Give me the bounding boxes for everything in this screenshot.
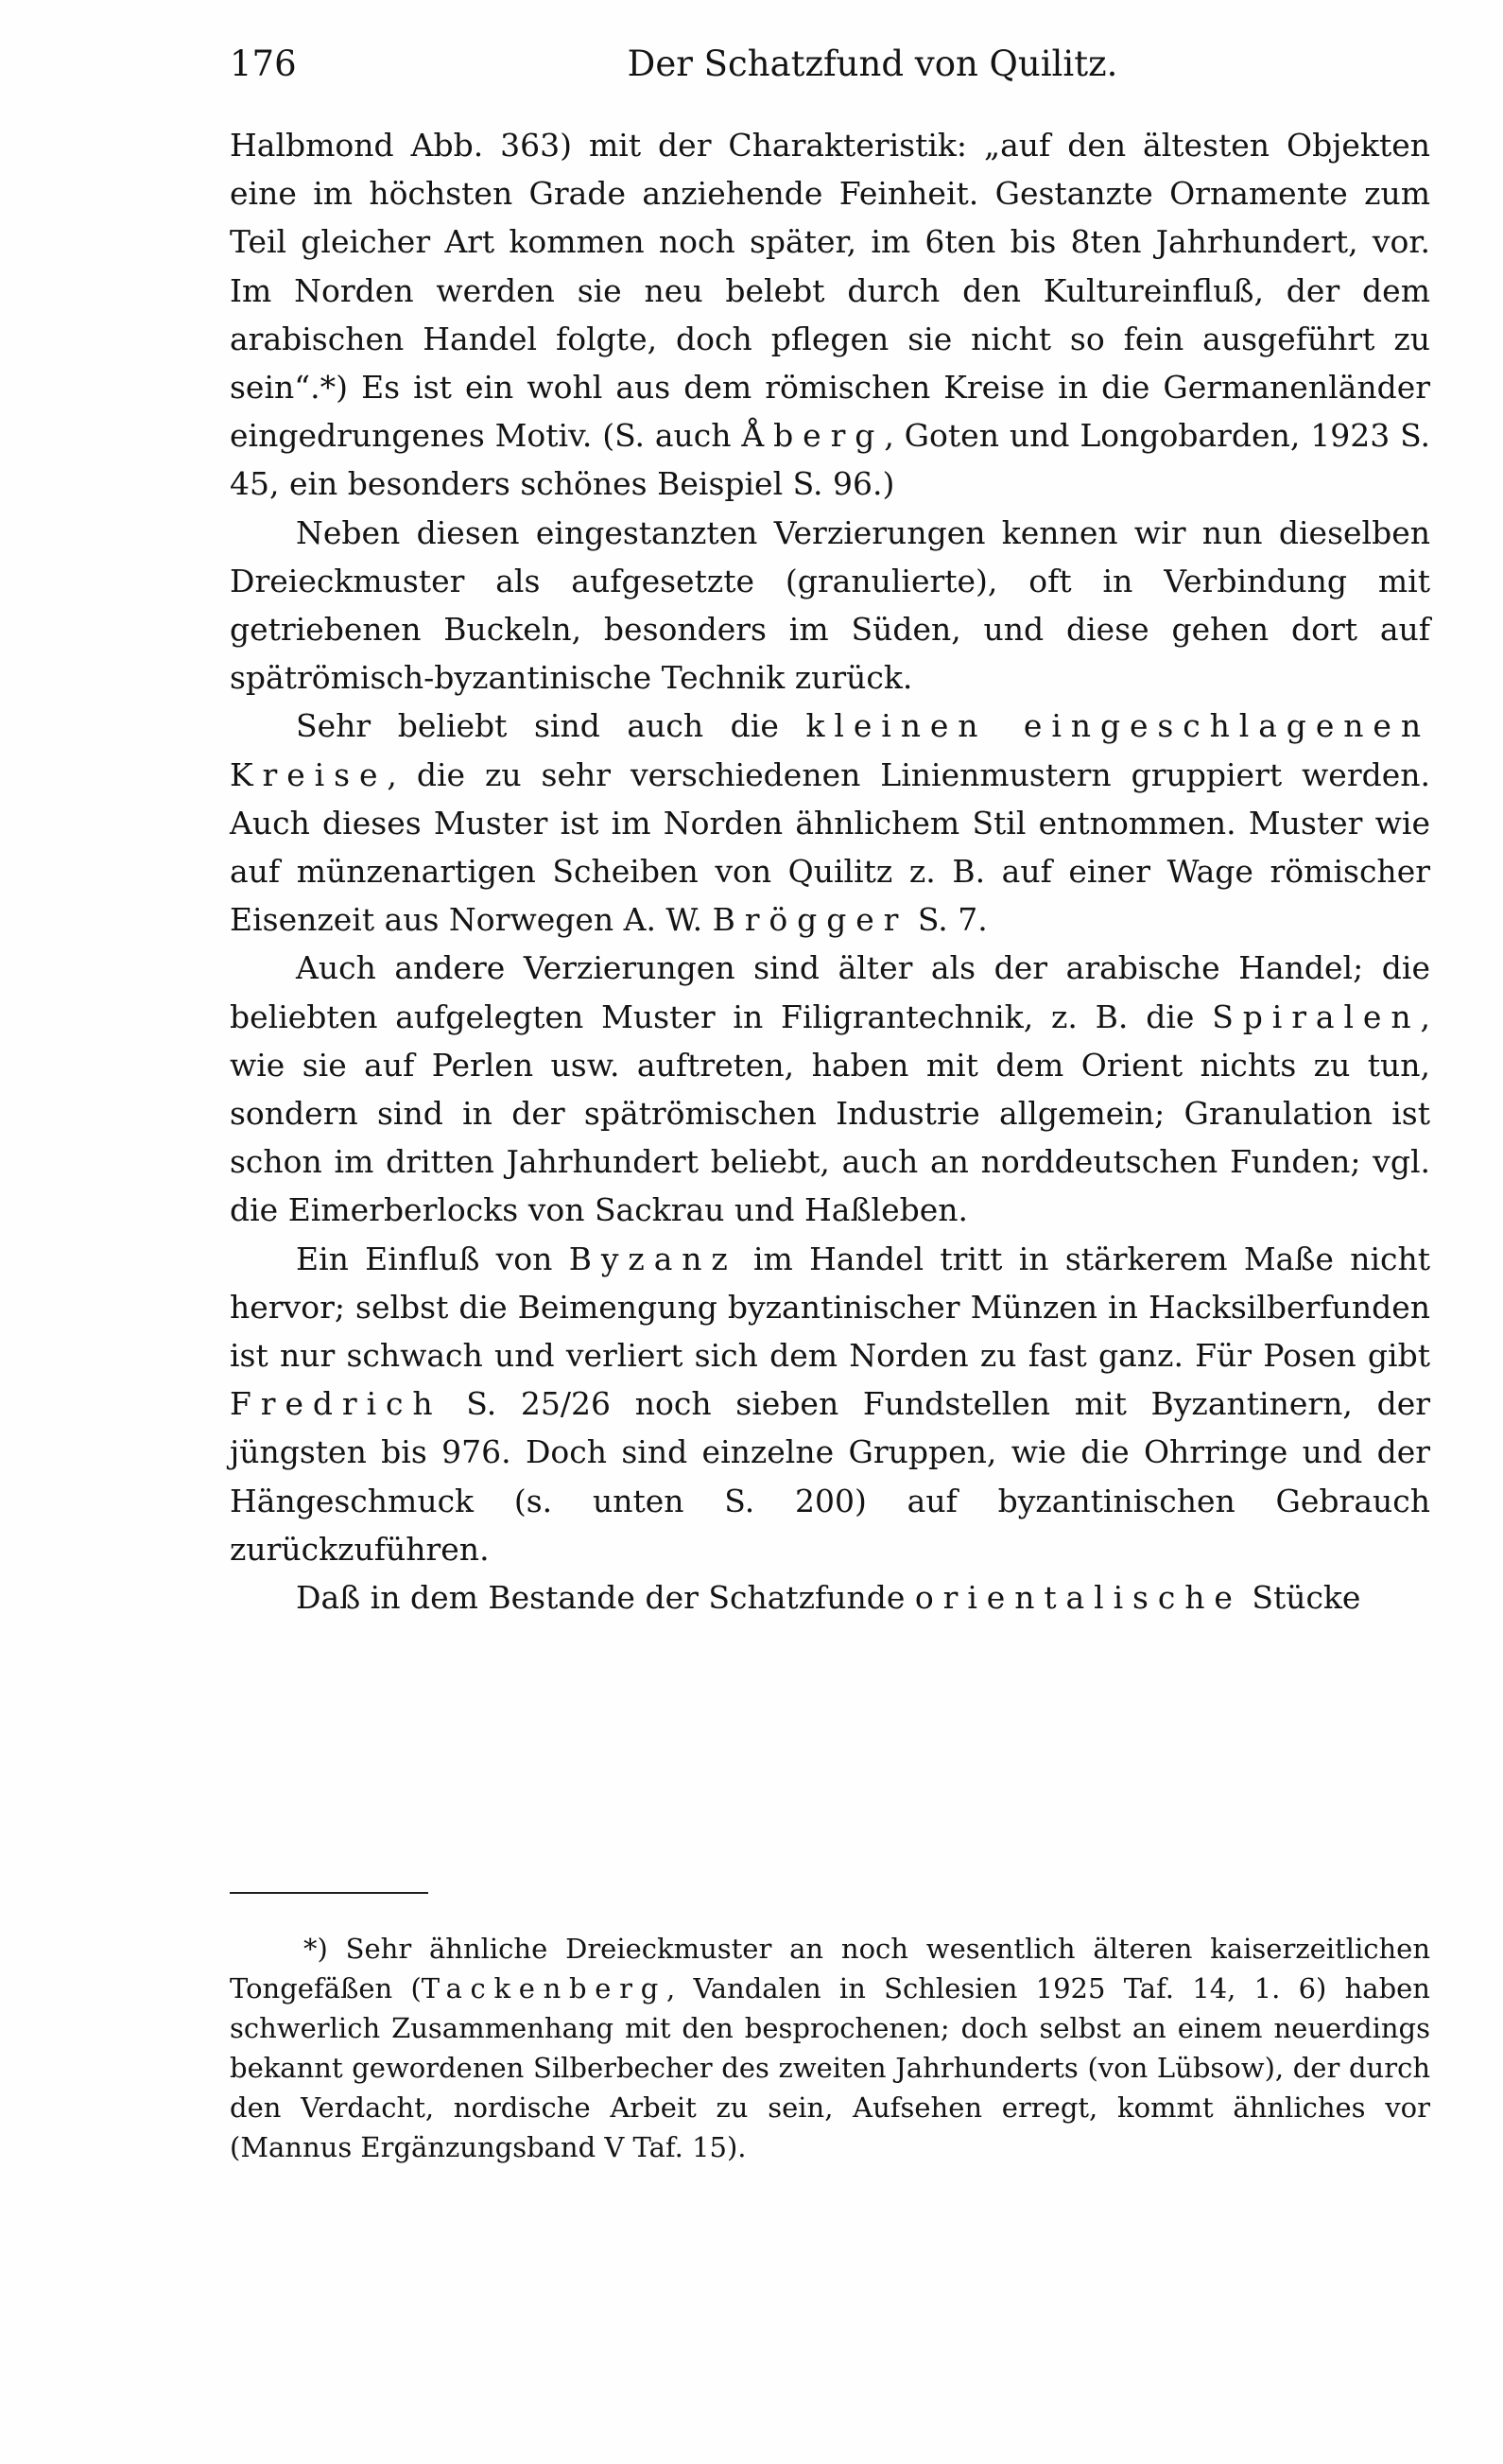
footnote-divider — [230, 1892, 428, 1894]
text-run: im Handel tritt in stärkerem Maße nicht hervor; selbst die Beimengung byzantinischer Münzen in Hacksilberfunden ist nur schwach und verliert sich dem Norden zu fast ganz. Für Posen gibt — [230, 1240, 1430, 1375]
running-title: Der Schatzfund von Quilitz. — [627, 43, 1118, 84]
emphasized-author-name: Tackenberg — [421, 1972, 666, 2004]
emphasized-term: orientalische — [914, 1579, 1242, 1617]
text-run: Ein Einfluß von — [296, 1240, 569, 1277]
page-number: 176 — [230, 43, 297, 84]
paragraph-5 — [230, 1235, 1430, 1573]
text-run: Sehr beliebt sind auch die — [296, 707, 806, 745]
emphasized-term: Spiralen — [1212, 998, 1421, 1035]
paragraph-4 — [230, 944, 1430, 1234]
text-run: , Vandalen in Schlesien 1925 Taf. 14, 1. 6) haben schwerlich Zusammenhang mit den besprochenen; doch selbst an einem neuerdings bekannt gewordenen Silberbecher des zweiten Jahrhunderts (von Lübsow), der durch den Verdacht, nordische Arbeit zu sein, Aufsehen erregt, kommt ähnliches vor (Mannus Ergänzungsband V Taf. 15). — [230, 1972, 1430, 2163]
paragraph-2 — [230, 509, 1430, 703]
text-run: *) Sehr ähnliche Dreieckmuster an noch wesentlich älteren kaiserzeitlichen Tongefäßen ( — [230, 1933, 1430, 2004]
footnote — [230, 1929, 1430, 2167]
emphasized-author-name: Brögger — [712, 901, 908, 939]
text-run: , die zu sehr verschiedenen Linienmustern gruppiert werden. Auch dieses Muster ist im Norden ähnlichem Stil entnommen. Muster wie auf münzenartigen Scheiben von Quilitz z. B. auf einer Wage römischer Eisenzeit aus Norwegen A. W. — [230, 755, 1430, 939]
emphasized-term: kleinen eingeschlagenen Kreise — [230, 707, 1430, 793]
text-run: Auch andere Verzierungen sind älter als der arabische Handel; die beliebten aufgelegten Muster in Filigrantechnik, z. B. die — [230, 949, 1430, 1035]
footnote-text — [230, 1929, 1430, 2167]
emphasized-author-name: Åberg — [741, 417, 885, 455]
emphasized-author-name: Fredrich — [230, 1385, 442, 1423]
page-header — [230, 38, 1430, 95]
paragraph-1 — [230, 121, 1430, 509]
paragraph-3 — [230, 702, 1430, 944]
text-run: , Goten und Longobarden, 1923 S. 45, ein besonders schönes Beispiel S. 96.) — [230, 417, 1430, 503]
text-run: Stücke — [1241, 1579, 1361, 1617]
text-run: S. 7. — [907, 901, 988, 939]
body-text — [230, 121, 1430, 1622]
emphasized-term: Byzanz — [568, 1240, 737, 1277]
paragraph-6 — [230, 1573, 1430, 1622]
text-run: Daß in dem Bestande der Schatzfunde — [296, 1579, 915, 1617]
text-run: Neben diesen eingestanzten Verzierungen kennen wir nun dieselben Dreieckmuster als aufgesetzte (granulierte), oft in Verbindung mit getriebenen Buckeln, besonders im Süden, und diese gehen dort auf spätrömisch-byzantinische Technik zurück. — [230, 513, 1430, 697]
text-run: S. 25/26 noch sieben Fundstellen mit Byzantinern, der jüngsten bis 976. Doch sind einzelne Gruppen, wie die Ohrringe und der Hängeschmuck (s. unten S. 200) auf byzantinischen Gebrauch zurückzuführen. — [230, 1385, 1430, 1568]
text-run: , wie sie auf Perlen usw. auftreten, haben mit dem Orient nichts zu tun, sondern sind in der spätrömischen Industrie allgemein; Granulation ist schon im dritten Jahrhundert beliebt, auch an norddeutschen Funden; vgl. die Eimerberlocks von Sackrau und Haßleben. — [230, 998, 1430, 1229]
text-run: Halbmond Abb. 363) mit der Charakteristik: „auf den ältesten Objekten eine im höchsten Grade anziehende Feinheit. Gestanzte Ornamente zum Teil gleicher Art kommen noch später, im 6ten bis 8ten Jahrhundert, vor. Im Norden werden sie neu belebt durch den Kultureinfluß, der dem arabischen Handel folgte, doch pflegen sie nicht so fein ausgeführt zu sein“.*) Es ist ein wohl aus dem römischen Kreise in die Germanenländer eingedrungenes Motiv. (S. auch — [230, 127, 1430, 455]
